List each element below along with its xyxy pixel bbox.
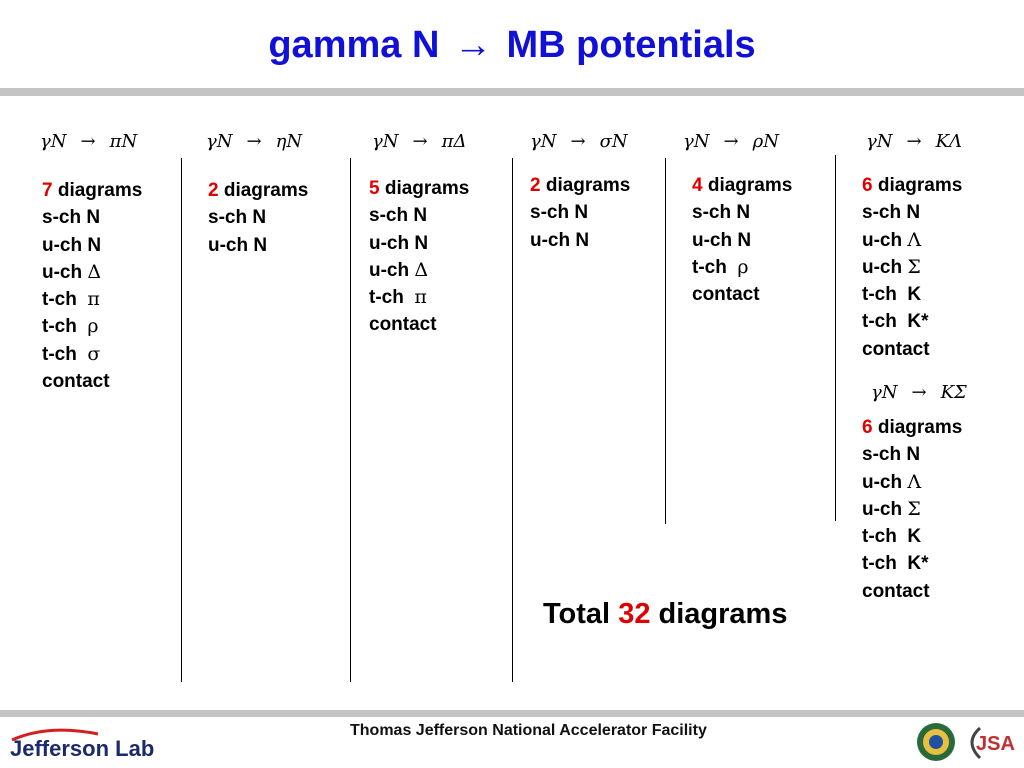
- exchange-particle: ρ: [737, 255, 749, 278]
- diagram-item: [692, 227, 792, 254]
- diagram-item: [862, 496, 962, 523]
- diagram-item: [208, 204, 308, 231]
- diagram-item: [862, 199, 962, 226]
- count-label: diagrams: [223, 180, 309, 201]
- count-label: diagrams: [384, 178, 470, 199]
- exchange-particle: Σ: [907, 255, 921, 278]
- count-number: 6: [862, 417, 873, 438]
- reaction-arrow: →: [906, 131, 922, 152]
- reaction-equation: [871, 382, 967, 403]
- column-divider: [181, 158, 182, 682]
- exchange-particle: Δ: [87, 260, 102, 283]
- exchange-particle: K*: [907, 553, 929, 575]
- reaction-to: KΛ: [935, 131, 963, 152]
- diagram-item: [369, 311, 469, 338]
- exchange-particle: Λ: [907, 470, 922, 493]
- total-diagrams: [543, 598, 787, 631]
- reaction-from: γN: [40, 131, 67, 152]
- exchange-particle: Σ: [907, 497, 921, 520]
- channel: u-ch: [862, 498, 903, 520]
- diagram-item: [369, 230, 469, 257]
- diagram-item: [862, 578, 962, 605]
- exchange-particle: Λ: [907, 228, 922, 251]
- channel: contact: [369, 314, 437, 336]
- count-number: 2: [530, 175, 541, 196]
- diagram-item: [692, 281, 792, 308]
- channel: t-ch: [862, 311, 897, 333]
- channel: s-ch: [862, 444, 902, 466]
- diagram-list: [862, 414, 962, 605]
- count-number: 6: [862, 175, 873, 196]
- channel: u-ch: [692, 229, 733, 251]
- reaction-equation: [206, 131, 302, 152]
- diagram-list: [42, 177, 142, 395]
- exchange-particle: ρ: [87, 315, 99, 338]
- diagram-item: [530, 227, 630, 254]
- diagram-item: [862, 308, 962, 335]
- total-prefix: Total: [543, 598, 611, 630]
- exchange-particle: N: [906, 202, 921, 224]
- reaction-equation: [40, 131, 137, 152]
- channel: u-ch: [862, 229, 903, 251]
- count-label: diagrams: [545, 175, 631, 196]
- exchange-particle: N: [736, 202, 751, 224]
- exchange-particle: N: [253, 234, 268, 256]
- channel: s-ch: [42, 207, 82, 229]
- diagram-item: [369, 202, 469, 229]
- reaction-arrow: →: [723, 131, 739, 152]
- reaction-arrow: →: [570, 131, 586, 152]
- diagram-count: [42, 177, 142, 204]
- exchange-particle: N: [906, 444, 921, 466]
- count-label: diagrams: [877, 417, 963, 438]
- diagram-item: [862, 523, 962, 550]
- count-label: diagrams: [57, 180, 143, 201]
- reaction-from: γN: [871, 382, 898, 403]
- reaction-to: πN: [109, 131, 138, 152]
- diagram-item: [862, 281, 962, 308]
- jefferson-lab-logo-icon: [8, 726, 204, 762]
- reaction-to: πΔ: [441, 131, 467, 152]
- total-suffix: diagrams: [658, 598, 788, 630]
- channel: contact: [692, 284, 760, 306]
- channel: u-ch: [862, 256, 903, 278]
- title-arrow: →: [453, 24, 492, 66]
- channel: t-ch: [862, 553, 897, 575]
- channel: t-ch: [42, 289, 77, 311]
- diagram-count: [862, 172, 962, 199]
- reaction-from: γN: [372, 131, 399, 152]
- channel: contact: [862, 338, 930, 360]
- reaction-arrow: →: [246, 131, 262, 152]
- channel: s-ch: [208, 207, 248, 229]
- reaction-from: γN: [866, 131, 893, 152]
- page-title: [0, 24, 1024, 67]
- title-right: MB potentials: [506, 24, 756, 66]
- channel: u-ch: [530, 229, 571, 251]
- channel: s-ch: [369, 205, 409, 227]
- reaction-equation: [866, 131, 962, 152]
- exchange-particle: Δ: [414, 258, 429, 281]
- diagram-item: [530, 199, 630, 226]
- diagram-item: [862, 227, 962, 254]
- diagram-item: [369, 257, 469, 284]
- exchange-particle: N: [413, 205, 428, 227]
- exchange-particle: N: [414, 232, 429, 254]
- reaction-equation: [530, 131, 628, 152]
- channel: t-ch: [42, 343, 77, 365]
- reaction-arrow: →: [911, 382, 927, 403]
- channel: u-ch: [369, 232, 410, 254]
- channel: t-ch: [862, 284, 897, 306]
- count-number: 7: [42, 180, 53, 201]
- total-count: 32: [618, 598, 651, 630]
- reaction-to: KΣ: [940, 382, 967, 403]
- count-number: 5: [369, 178, 380, 199]
- diagram-item: [692, 254, 792, 281]
- exchange-particle: N: [574, 202, 589, 224]
- exchange-particle: N: [737, 229, 752, 251]
- diagram-item: [862, 550, 962, 577]
- channel: u-ch: [208, 234, 249, 256]
- diagram-item: [208, 232, 308, 259]
- reaction-from: γN: [530, 131, 557, 152]
- channel: s-ch: [530, 202, 570, 224]
- reaction-from: γN: [683, 131, 710, 152]
- channel: contact: [862, 580, 930, 602]
- count-number: 4: [692, 175, 703, 196]
- channel: u-ch: [42, 261, 83, 283]
- channel: contact: [42, 371, 110, 393]
- diagram-count: [862, 414, 962, 441]
- exchange-particle: N: [86, 207, 101, 229]
- exchange-particle: K: [907, 526, 922, 548]
- diagram-list: [862, 172, 962, 363]
- reaction-from: γN: [206, 131, 233, 152]
- diagram-count: [530, 172, 630, 199]
- reaction-arrow: →: [412, 131, 428, 152]
- exchange-particle: N: [252, 207, 267, 229]
- diagram-item: [42, 313, 142, 340]
- column-divider: [350, 158, 351, 682]
- exchange-particle: K*: [907, 311, 929, 333]
- reaction-equation: [683, 131, 779, 152]
- diagram-item: [862, 336, 962, 363]
- reaction-equation: [372, 131, 466, 152]
- jefferson-lab-logo: [8, 726, 204, 762]
- doe-seal-icon: [916, 722, 956, 762]
- count-label: diagrams: [877, 175, 963, 196]
- reaction-to: σN: [599, 131, 628, 152]
- title-left: gamma N: [268, 24, 440, 66]
- diagram-item: [42, 232, 142, 259]
- diagram-item: [692, 199, 792, 226]
- diagram-list: [369, 175, 469, 339]
- jsa-logo-text: JSA: [976, 733, 1015, 755]
- reaction-arrow: →: [80, 131, 96, 152]
- reaction-to: ρN: [752, 131, 779, 152]
- exchange-particle: N: [87, 234, 102, 256]
- column-divider: [835, 155, 836, 521]
- channel: s-ch: [862, 202, 902, 224]
- bottom-rule: [0, 710, 1024, 717]
- diagram-list: [208, 177, 308, 259]
- channel: s-ch: [692, 202, 732, 224]
- diagram-item: [862, 469, 962, 496]
- diagram-item: [42, 341, 142, 368]
- diagram-item: [862, 441, 962, 468]
- channel: t-ch: [862, 526, 897, 548]
- diagram-count: [369, 175, 469, 202]
- diagram-list: [530, 172, 630, 254]
- diagram-item: [42, 204, 142, 231]
- exchange-particle: π: [414, 286, 427, 309]
- lab-name: Jefferson Lab: [10, 736, 155, 761]
- count-label: diagrams: [707, 175, 793, 196]
- channel: u-ch: [42, 234, 83, 256]
- reaction-to: ηN: [275, 131, 303, 152]
- channel: t-ch: [369, 287, 404, 309]
- channel: t-ch: [42, 316, 77, 338]
- diagram-count: [692, 172, 792, 199]
- jsa-logo-icon: [962, 720, 1020, 764]
- diagram-count: [208, 177, 308, 204]
- count-number: 2: [208, 180, 219, 201]
- exchange-particle: π: [87, 288, 100, 311]
- facility-name: Thomas Jefferson National Accelerator Facility: [350, 722, 707, 739]
- channel: t-ch: [692, 256, 727, 278]
- diagram-item: [369, 284, 469, 311]
- column-divider: [665, 158, 666, 524]
- channel: u-ch: [862, 471, 903, 493]
- diagram-item: [862, 254, 962, 281]
- channel: u-ch: [369, 259, 410, 281]
- diagram-item: [42, 286, 142, 313]
- column-divider: [512, 158, 513, 682]
- exchange-particle: K: [907, 284, 922, 306]
- diagram-item: [42, 368, 142, 395]
- exchange-particle: σ: [87, 342, 101, 365]
- diagram-item: [42, 259, 142, 286]
- exchange-particle: N: [575, 229, 590, 251]
- diagram-list: [692, 172, 792, 308]
- top-rule: [0, 88, 1024, 96]
